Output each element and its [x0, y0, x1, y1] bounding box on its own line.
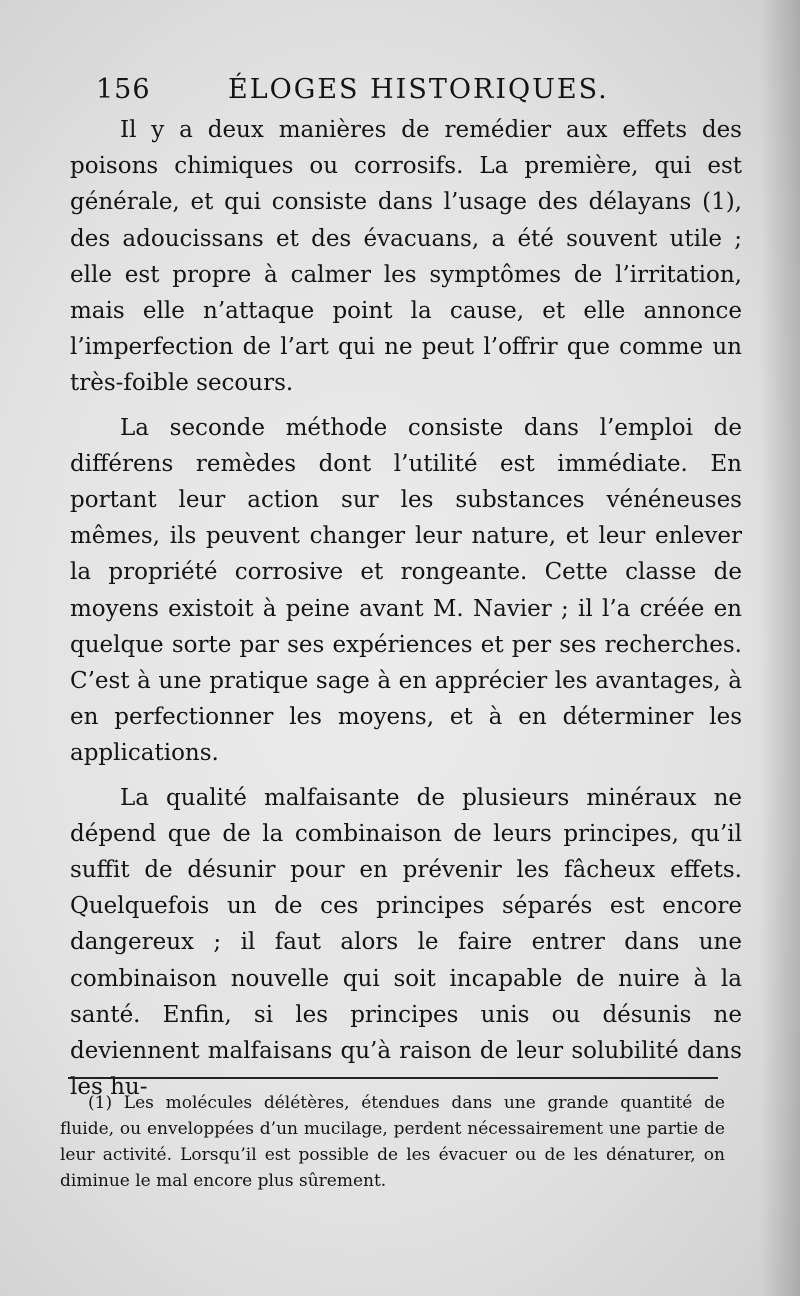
footnote-separator	[68, 1077, 718, 1079]
paragraph: La qualité malfaisante de plusieurs minéraux ne dépend que de la combinaison de leurs principes, qu’il suffit de désunir pour en prévenir les fâcheux effets. Quelquefois un de ces principes séparés est encore dangereux ; il faut alors le faire entrer dans une combinaison nouvelle qui soit incapable de nuire à la santé. Enfin, si les principes unis ou désunis ne deviennent malfaisans qu’à raison de leur solubilité dans les hu-	[70, 784, 742, 1101]
paragraph: Il y a deux manières de remédier aux effets des poisons chimiques ou corrosifs. La première, qui est générale, et qui consiste dans l’usage des délayans (1), des adoucissans et des évacuans, a été souvent utile ; elle est propre à calmer les symptômes de l’irritation, mais elle n’attaque point la cause, et elle annonce l’imperfection de l’art qui ne peut l’offrir que comme un très-foible secours.	[70, 117, 742, 397]
page-edge-shadow	[760, 0, 800, 1296]
running-title: ÉLOGES HISTORIQUES.	[228, 74, 609, 105]
main-text	[70, 112, 742, 1113]
page-header	[96, 74, 656, 114]
footnote-text: (1) Les molécules délétères, étendues dans une grande quantité de fluide, ou enveloppées d’un mucilage, perdent nécessairement une partie de leur activité. Lorsqu’il est possible de les évacuer ou de les dénaturer, on diminue le mal encore plus sûrement.	[60, 1093, 725, 1191]
page-number: 156	[96, 74, 151, 105]
paragraph: La seconde méthode consiste dans l’emploi de différens remèdes dont l’utilité est immédiate. En portant leur action sur les substances vénéneuses mêmes, ils peuvent changer leur nature, et leur enlever la propriété corrosive et rongeante. Cette classe de moyens existoit à peine avant M. Navier ; il l’a créée en quelque sorte par ses expériences et per ses recherches. C’est à une pratique sage à en apprécier les avantages, à en perfectionner les moyens, et à en déterminer les applications.	[70, 414, 742, 767]
footnote	[60, 1090, 725, 1194]
